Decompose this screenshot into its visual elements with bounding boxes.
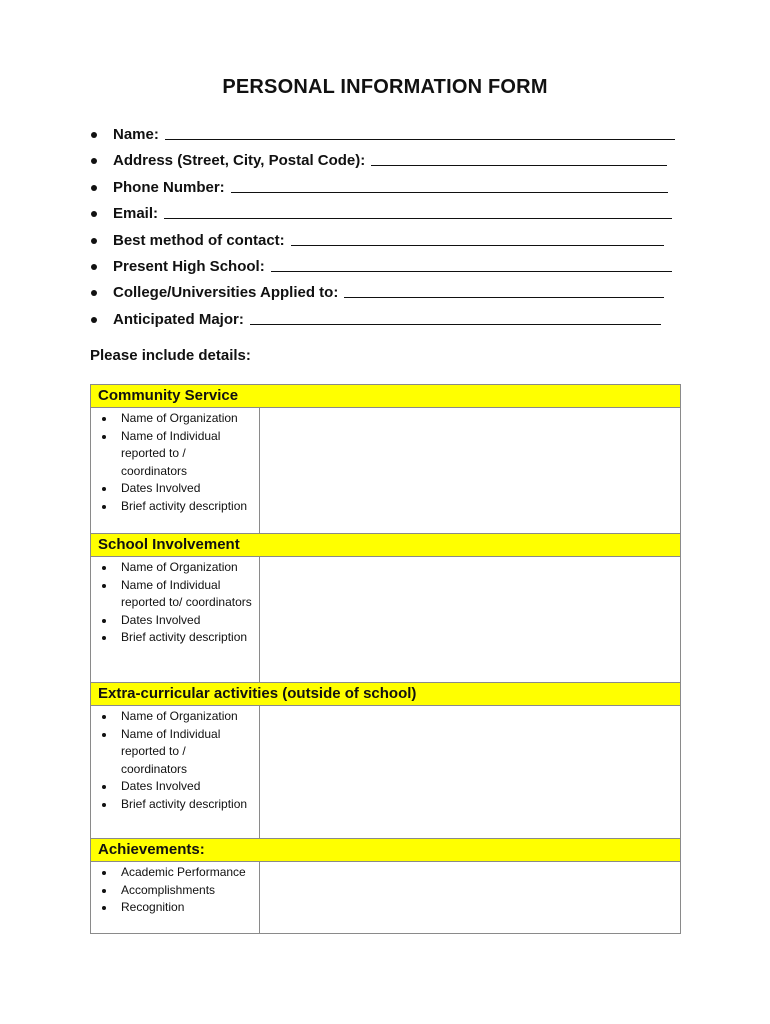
bullet-icon xyxy=(102,733,106,737)
bullet-icon xyxy=(102,906,106,910)
field-phone xyxy=(90,175,690,201)
field-label: Anticipated Major: xyxy=(113,310,244,328)
bullet-icon xyxy=(91,238,97,244)
list-item: Recognition xyxy=(91,899,259,917)
section-items-list xyxy=(91,706,259,814)
section-header-row xyxy=(91,839,681,862)
community-service-details-cell[interactable] xyxy=(260,408,681,534)
bullet-icon xyxy=(91,317,97,323)
section-items-cell xyxy=(91,557,260,683)
section-row-school-involvement xyxy=(91,557,681,683)
field-major xyxy=(90,307,690,333)
bullet-icon xyxy=(102,889,106,893)
bullet-icon xyxy=(91,158,97,164)
major-blank-line[interactable] xyxy=(250,307,661,325)
field-label: College/Universities Applied to: xyxy=(113,284,339,302)
details-label: Please include details: xyxy=(90,347,251,364)
list-item: Name of Individual reported to/ coordinators xyxy=(91,577,259,612)
list-item: Name of Organization xyxy=(91,708,259,726)
section-header-row xyxy=(91,385,681,408)
field-label: Email: xyxy=(113,205,159,223)
details-table xyxy=(90,384,681,934)
list-item: Name of Organization xyxy=(91,559,259,577)
bullet-icon xyxy=(102,785,106,789)
field-label: Address (Street, City, Postal Code): xyxy=(113,152,366,170)
bullet-icon xyxy=(102,435,106,439)
section-title-school-involvement: School Involvement xyxy=(91,534,681,557)
field-colleges xyxy=(90,280,690,306)
field-label: Best method of contact: xyxy=(113,231,285,249)
bullet-icon xyxy=(102,566,106,570)
bullet-icon xyxy=(102,584,106,588)
bullet-icon xyxy=(91,264,97,270)
bullet-icon xyxy=(102,505,106,509)
bullet-icon xyxy=(91,185,97,191)
extra-curricular-details-cell[interactable] xyxy=(260,706,681,839)
section-items-cell xyxy=(91,408,260,534)
field-label: Name: xyxy=(113,126,159,143)
form-title: PERSONAL INFORMATION FORM xyxy=(222,76,548,98)
colleges-blank-line[interactable] xyxy=(344,280,664,298)
list-item: Dates Involved xyxy=(91,612,259,630)
field-high-school xyxy=(90,254,690,280)
bullet-icon xyxy=(102,871,106,875)
field-label: Phone Number: xyxy=(113,178,225,196)
achievements-details-cell[interactable] xyxy=(260,862,681,934)
field-contact-method xyxy=(90,228,690,254)
bullet-icon xyxy=(102,619,106,623)
personal-info-fields xyxy=(90,122,690,333)
list-item: Accomplishments xyxy=(91,882,259,900)
bullet-icon xyxy=(102,636,106,640)
section-title-achievements: Achievements: xyxy=(91,839,681,862)
field-label: Present High School: xyxy=(113,257,265,275)
section-items-cell xyxy=(91,706,260,839)
list-item: Brief activity description xyxy=(91,796,259,814)
school-involvement-details-cell[interactable] xyxy=(260,557,681,683)
bullet-icon xyxy=(91,132,97,138)
section-row-achievements xyxy=(91,862,681,934)
section-row-extra-curricular xyxy=(91,706,681,839)
bullet-icon xyxy=(102,487,106,491)
contact-method-blank-line[interactable] xyxy=(291,228,664,246)
section-row-community-service xyxy=(91,408,681,534)
section-items-list xyxy=(91,408,259,516)
section-title-community-service: Community Service xyxy=(91,385,681,408)
bullet-icon xyxy=(91,290,97,296)
field-address xyxy=(90,148,690,174)
list-item: Name of Individual reported to / coordinators xyxy=(91,726,259,779)
phone-blank-line[interactable] xyxy=(231,175,668,193)
field-email xyxy=(90,201,690,227)
section-title-extra-curricular: Extra-curricular activities (outside of school) xyxy=(91,683,681,706)
address-blank-line[interactable] xyxy=(371,148,667,166)
list-item: Name of Organization xyxy=(91,410,259,428)
list-item: Dates Involved xyxy=(91,778,259,796)
list-item: Dates Involved xyxy=(91,480,259,498)
list-item: Name of Individual reported to / coordinators xyxy=(91,428,259,481)
section-header-row xyxy=(91,534,681,557)
bullet-icon xyxy=(91,211,97,217)
list-item: Brief activity description xyxy=(91,498,259,516)
section-items-list xyxy=(91,862,259,917)
name-blank-line[interactable] xyxy=(165,122,675,140)
field-name xyxy=(90,122,690,148)
section-items-cell xyxy=(91,862,260,934)
section-header-row xyxy=(91,683,681,706)
bullet-icon xyxy=(102,715,106,719)
bullet-icon xyxy=(102,803,106,807)
list-item: Academic Performance xyxy=(91,864,259,882)
email-blank-line[interactable] xyxy=(164,201,672,219)
bullet-icon xyxy=(102,417,106,421)
section-items-list xyxy=(91,557,259,647)
list-item: Brief activity description xyxy=(91,629,259,647)
high-school-blank-line[interactable] xyxy=(271,254,672,272)
